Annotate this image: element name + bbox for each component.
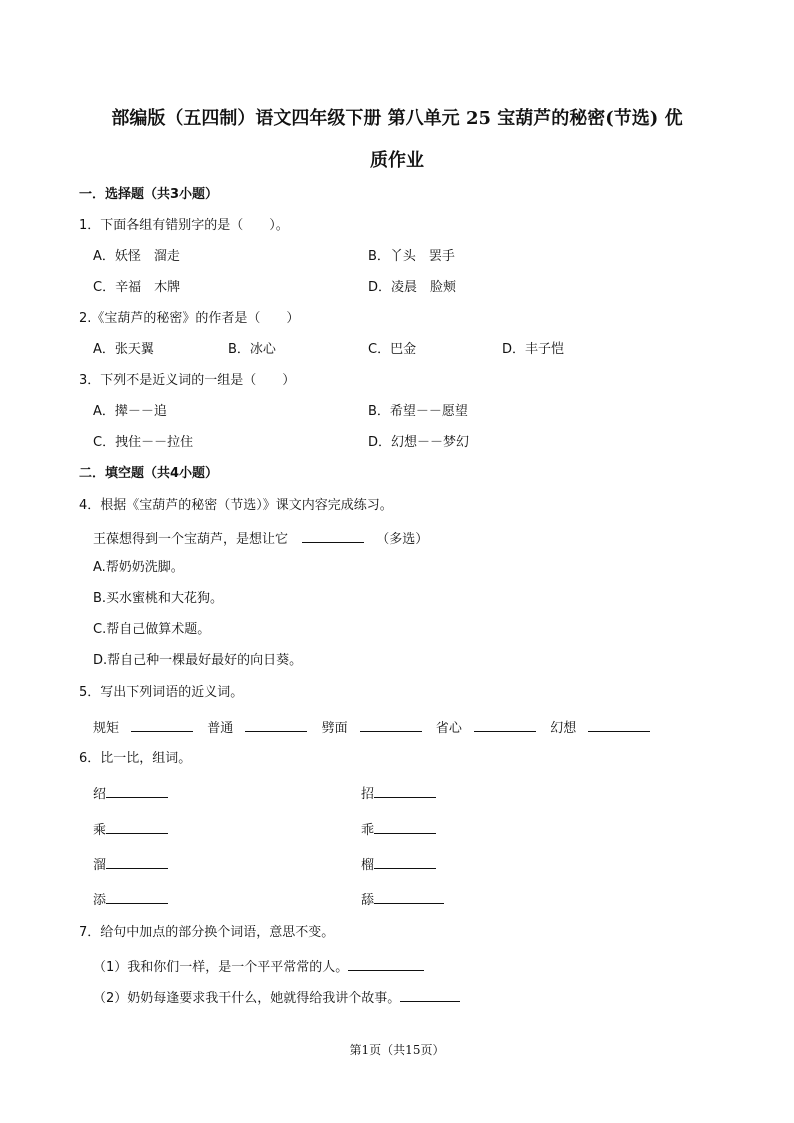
question-6-right-item [361, 819, 436, 840]
question-4-note: （多选） [376, 532, 429, 547]
question-2-option-a: A．张天翼 [93, 342, 154, 357]
answer-blank[interactable] [106, 854, 168, 869]
question-6-char: 榴 [361, 858, 375, 873]
document-title-line2: 质作业 [370, 150, 424, 171]
question-6-char: 乘 [93, 823, 107, 838]
question-3-option-d: D．幻想－－梦幻 [368, 435, 470, 450]
answer-blank[interactable] [302, 528, 364, 543]
answer-blank[interactable] [131, 717, 193, 732]
question-6-right-item [361, 854, 436, 875]
answer-blank[interactable] [348, 956, 424, 971]
page-footer: 第1页（共15页） [349, 1043, 445, 1057]
question-1-option-c: C．辛福 木牌 [93, 280, 181, 295]
answer-blank[interactable] [374, 819, 436, 834]
question-5-word: 劈面 [321, 721, 348, 736]
question-1-option-b: B．丫头 罢手 [368, 249, 455, 264]
question-2-stem: 2.《宝葫芦的秘密》的作者是（ ） [79, 311, 300, 326]
question-6-char: 招 [361, 787, 375, 802]
question-2-option-b: B．冰心 [228, 342, 276, 357]
question-6-char: 舔 [361, 893, 375, 908]
question-5-word-row [93, 717, 650, 738]
answer-blank[interactable] [588, 717, 650, 732]
question-7-sentence-2-text: （2）奶奶每逢要求我干什么，她就得给我讲个故事。 [93, 991, 401, 1006]
question-3-stem: 3．下列不是近义词的一组是（ ） [79, 373, 296, 388]
question-4-option-a: A.帮奶奶洗脚。 [93, 560, 184, 575]
question-6-left-item [93, 819, 168, 840]
question-7-sentence-1-text: （1）我和你们一样，是一个平平常常的人。 [93, 960, 349, 975]
answer-blank[interactable] [374, 889, 444, 904]
question-3-option-a: A．撵－－追 [93, 404, 167, 419]
question-4-stem: 4．根据《宝葫芦的秘密（节选）》课文内容完成练习。 [79, 498, 393, 513]
document-title-line1: 部编版（五四制）语文四年级下册 第八单元 25 宝葫芦的秘密(节选) 优 [111, 108, 683, 129]
question-6-char: 溜 [93, 858, 107, 873]
section-heading-fill: 二．填空题（共4小题） [79, 466, 219, 481]
answer-blank[interactable] [360, 717, 422, 732]
question-6-left-item [93, 783, 168, 804]
question-5-word: 幻想 [550, 721, 577, 736]
answer-blank[interactable] [106, 819, 168, 834]
question-5-stem: 5．写出下列词语的近义词。 [79, 685, 244, 700]
question-6-right-item [361, 889, 444, 910]
answer-blank[interactable] [374, 854, 436, 869]
answer-blank[interactable] [474, 717, 536, 732]
question-3-option-c: C．拽住－－拉住 [93, 435, 194, 450]
question-4-option-d: D.帮自己种一棵最好最好的向日葵。 [93, 653, 303, 668]
answer-blank[interactable] [400, 987, 460, 1002]
question-5-word: 省心 [435, 721, 462, 736]
question-4-sub [93, 528, 428, 549]
question-1-option-d: D．凌晨 脸颊 [368, 280, 457, 295]
question-2-option-c: C．巴金 [368, 342, 417, 357]
question-6-char: 添 [93, 893, 107, 908]
question-7-sentence-2 [93, 987, 460, 1008]
question-7-stem: 7．给句中加点的部分换个词语，意思不变。 [79, 925, 335, 940]
question-6-left-item [93, 854, 168, 875]
question-6-char: 乖 [361, 823, 375, 838]
answer-blank[interactable] [106, 783, 168, 798]
question-2-option-d: D．丰子恺 [502, 342, 565, 357]
question-5-word: 普通 [207, 721, 234, 736]
section-heading-choice: 一．选择题（共3小题） [79, 187, 219, 202]
question-6-stem: 6．比一比，组词。 [79, 751, 192, 766]
answer-blank[interactable] [374, 783, 436, 798]
answer-blank[interactable] [106, 889, 168, 904]
question-4-option-b: B.买水蜜桃和大花狗。 [93, 591, 224, 606]
question-3-option-b: B．希望－－愿望 [368, 404, 468, 419]
answer-blank[interactable] [245, 717, 307, 732]
question-6-char: 绍 [93, 787, 107, 802]
question-5-word: 规矩 [93, 721, 120, 736]
question-7-sentence-1 [93, 956, 424, 977]
question-4-option-c: C.帮自己做算术题。 [93, 622, 211, 637]
question-6-left-item [93, 889, 168, 910]
question-4-sub-text: 王葆想得到一个宝葫芦，是想让它 [93, 532, 289, 547]
question-1-option-a: A．妖怪 溜走 [93, 249, 180, 264]
question-6-right-item [361, 783, 436, 804]
question-1-stem: 1．下面各组有错别字的是（ ）。 [79, 218, 289, 233]
